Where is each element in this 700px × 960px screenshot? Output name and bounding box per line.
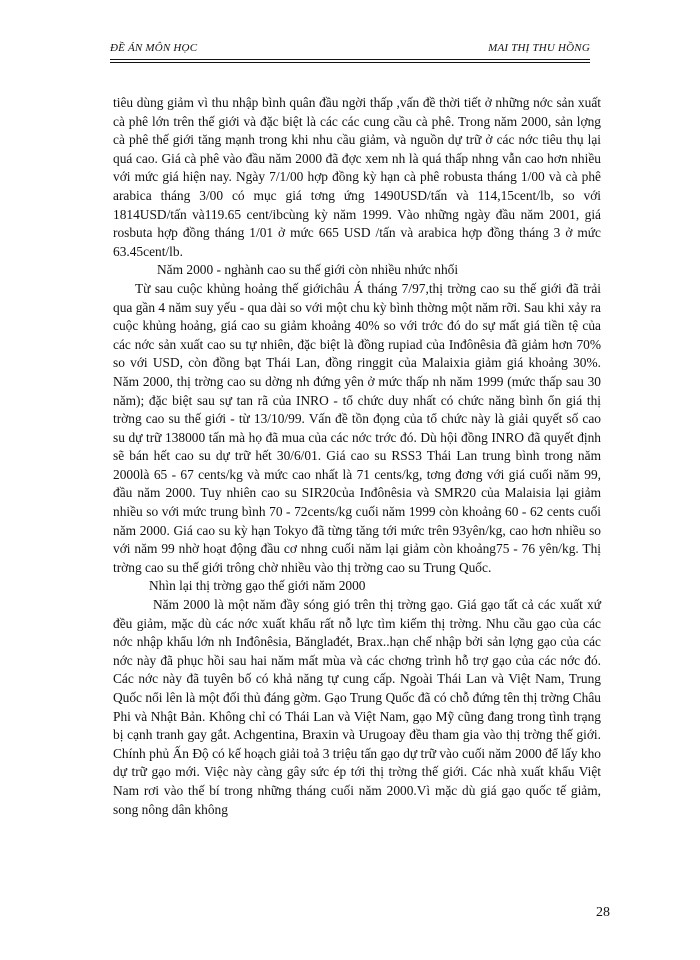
header-author: MAI THỊ THU HỒNG [488, 42, 590, 54]
header-rule-thick [110, 59, 590, 60]
paragraph-coffee: tiêu dùng giảm vì thu nhập bình quân đầu ngời thấp ,vấn đề thời tiết ở những nớc sản xuất cà phê lớn trên thế giới và đặc biệt là các các cung cầu cà phê. Trong năm 2000, sản lợng cà phê thế giới tăng mạnh trong khi nhu cầu giảm, và nguồn dự trữ ở các nớc tiêu thụ lại quá cao. Giá cà phê vào đầu năm 2000 đã đợc xem nh là quá thấp nhng vẫn cao hơn nhiều với mức giá hiện nay. Ngày 7/1/00 hợp đồng kỳ hạn cà phê robusta tháng 1/00 và cà phê arabica tháng 3/00 có mục giá tơng ứng 1490USD/tấn và 114,15cent/lb, so với 1814USD/tấn và119.65 cent/ibcùng kỳ năm 1999. Vào những ngày đầu năm 2001, giá rosbuta hợp đồng tháng 1/01 ở mức 665 USD /tấn và arabica hợp đồng tháng 3 ở mức 63.45cent/lb. [113, 95, 601, 259]
page-number: 28 [596, 905, 610, 920]
section-heading-rubber: Năm 2000 - nghành cao su thế giới còn nhiều nhức nhối [157, 262, 459, 278]
section-heading-rice: Nhìn lại thị trờng gạo thế giới năm 2000 [149, 578, 366, 594]
header-rule-thin [110, 62, 590, 63]
body-text [113, 94, 601, 819]
paragraph-rubber: Từ sau cuộc khủng hoảng thế giớichâu Á tháng 7/97,thị trờng cao su thế giới đã trải qua gần 4 năm suy yếu - qua dài so với một chu kỳ bình thờng một năm rỡi. Sau khi xảy ra cuộc khủng hoảng, giá cao su giảm khoảng 40% so với trớc đó do sự mất giá tiền tệ của các nớc sản xuất cao su tự nhiên, đặc biệt là đồng rupiad của Inđônêsia đã giảm hơn 70% so với USD, còn đồng bạt Thái Lan, đồng ringgit của Malaixia giảm giá khoảng 30%. Năm 2000, thị trờng cao su dờng nh đứng yên ở mức thấp nh năm 1999 (mức thấp sau 30 năm); đặc biệt sau sự tan rã của INRO - tổ chức duy nhất có chức năng bình ổn giá thị trờng cao su thế giới - từ 13/10/99. Vấn đề tồn đọng của tổ chức này là giải quyết số cao su dự trữ 138000 tấn mà họ đã mua của các nớc trớc đó. Dù hội đồng INRO đã quyết định sẽ bán hết cao su dự trữ hết 30/6/01. Giá cao su RSS3 Thái Lan trung bình trong năm 2000là 65 - 67 cents/kg và mức cao nhất là 71 cents/kg, tơng đơng với giá cuối năm 99, đầu năm 2000. Tuy nhiên cao su SIR20của Inđônêsia và SMR20 của Malaisia lại giảm nhiều so với mức trung bình 70 - 72cents/kg cuối năm 1999 còn khoảng 60 - 62 cents cuối năm 2000. Giá cao su kỳ hạn Tokyo đã từng tăng tới mức trên 93yên/kg, cao hơn nhiều so với năm 99 nhờ hoạt động đầu cơ nhng cuối năm lại giảm còn khoảng75 - 76 yên/kg. Thị trờng cao su thế giới trông chờ nhiều vào thị trờng cao su Trung Quốc. [113, 280, 601, 575]
header-title: ĐỀ ÁN MÔN HỌC [110, 42, 198, 54]
paragraph-rice: Năm 2000 là một năm đầy sóng gió trên thị trờng gạo. Giá gạo tất cả các xuất xứ đều giảm, mặc dù các nớc xuất khẩu rất nỗ lực tìm kiếm thị trờng. Nhu cầu gạo của các nớc nhập khẩu lớn nh Inđônêsia, Bănglađét, Brax..hạn chế nhập bởi sản lợng gạo của các nớc này đã phục hồi sau hai năm mất mùa và các chơng trình hỗ trợ gạo của các nớc đó. Các nớc này đã tuyên bố có khả năng tự cung cấp. Ngoài Thái Lan và Việt Nam, Trung Quốc nổi lên là một đối thủ đáng gờm. Gạo Trung Quốc đã có chỗ đứng tên thị trờng Châu Phi và Nhật Bản. Không chỉ có Thái Lan và Việt Nam, gạo Mỹ cũng đang trong tình trạng bị cạnh tranh gay gắt. Achgentina, Braxin và Urugoay đều tham gia vào thị trờng thế giới. Chính phủ Ấn Độ có kế hoạch giải toả 3 triệu tấn gạo dự trữ vào cuối năm 2000 để lấy kho dự trữ gạo mới. Việc này càng gây sức ép tới thị trờng thế giới. Các nhà xuất khẩu Việt Nam rơi vào thế bí trong những tháng cuối năm 2000.Vì mặc dù giá gạo quốc tế giảm, song nông dân không [113, 597, 601, 817]
page-header [110, 40, 590, 70]
